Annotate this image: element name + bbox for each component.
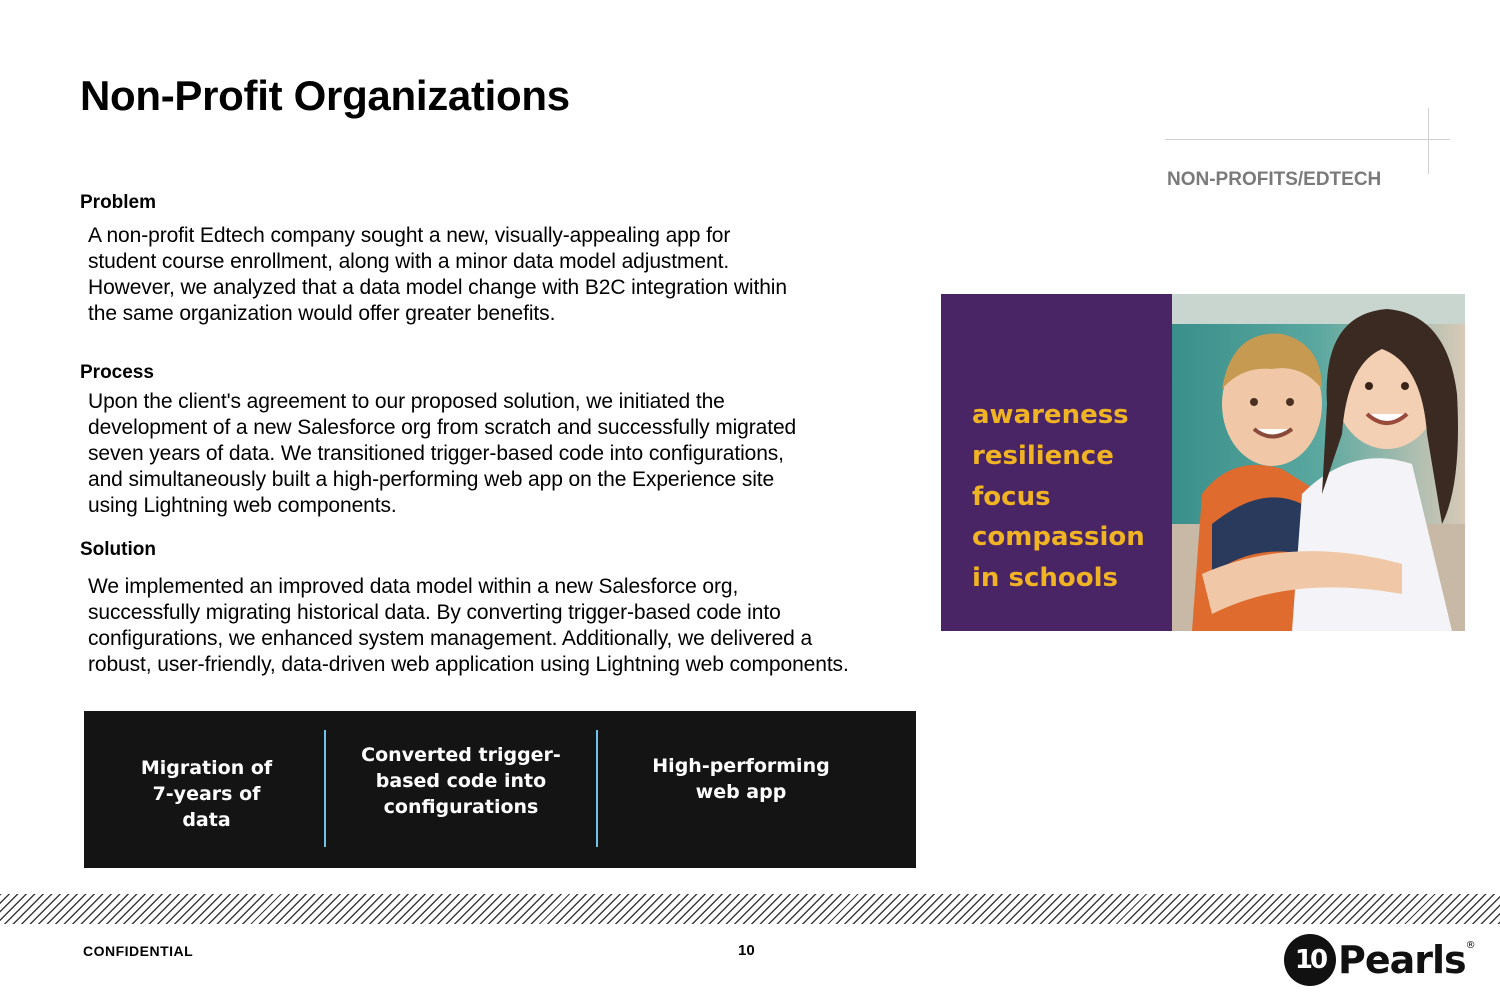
registered-mark: ® bbox=[1465, 940, 1476, 951]
tenpearls-logo-mark: 10 bbox=[1284, 934, 1336, 986]
banner-word: compassion bbox=[972, 522, 1145, 552]
category-label: NON-PROFITS/EDTECH bbox=[1167, 169, 1382, 190]
banner-word: in schools bbox=[972, 563, 1118, 593]
solution-body: We implemented an improved data model within a new Salesforce org, successfully migrating historical data. By converting trigger-based code into configurations, we enhanced system management. Additionally, we delivered a robust, user-friendly, data-driven web application using Lightning web components. bbox=[88, 575, 849, 676]
banner-word: resilience bbox=[972, 441, 1114, 471]
page-number: 10 bbox=[738, 942, 755, 959]
highlights-panel bbox=[84, 711, 916, 868]
problem-body: A non-profit Edtech company sought a new, visually-appealing app for student course enrollment, along with a minor data model adjustment. However, we analyzed that a data model change with B2C integration within the same organization would offer greater benefits. bbox=[88, 224, 787, 325]
problem-heading: Problem bbox=[80, 192, 157, 213]
awareness-banner-image bbox=[941, 294, 1465, 631]
banner-word: focus bbox=[972, 482, 1051, 512]
process-heading: Process bbox=[80, 362, 154, 383]
solution-heading: Solution bbox=[80, 539, 156, 560]
banner-text-panel bbox=[941, 294, 1172, 631]
decorative-line-vertical bbox=[1428, 108, 1429, 174]
children-hugging-photo bbox=[1172, 294, 1465, 631]
page-title: Non-Profit Organizations bbox=[80, 72, 570, 119]
tenpearls-logo-text: Pearls bbox=[1338, 937, 1466, 982]
hatched-divider-band bbox=[0, 894, 1500, 924]
process-body: Upon the client's agreement to our proposed solution, we initiated the development of a new Salesforce org from scratch and successfully migrated seven years of data. We transitioned trigger-based code into configurations, and simultaneously built a high-performing web app on the Experience site using Lightning web components. bbox=[88, 390, 797, 517]
decorative-line-horizontal bbox=[1165, 139, 1450, 140]
banner-word: awareness bbox=[972, 400, 1129, 430]
tenpearls-logo bbox=[1284, 932, 1476, 987]
highlight-migration: Migration of 7-years of data bbox=[140, 756, 273, 831]
highlight-converted-code: Converted trigger- based code into configurations bbox=[361, 743, 561, 818]
highlight-web-app: High-performing web app bbox=[652, 754, 830, 803]
confidential-label: CONFIDENTIAL bbox=[83, 943, 194, 959]
